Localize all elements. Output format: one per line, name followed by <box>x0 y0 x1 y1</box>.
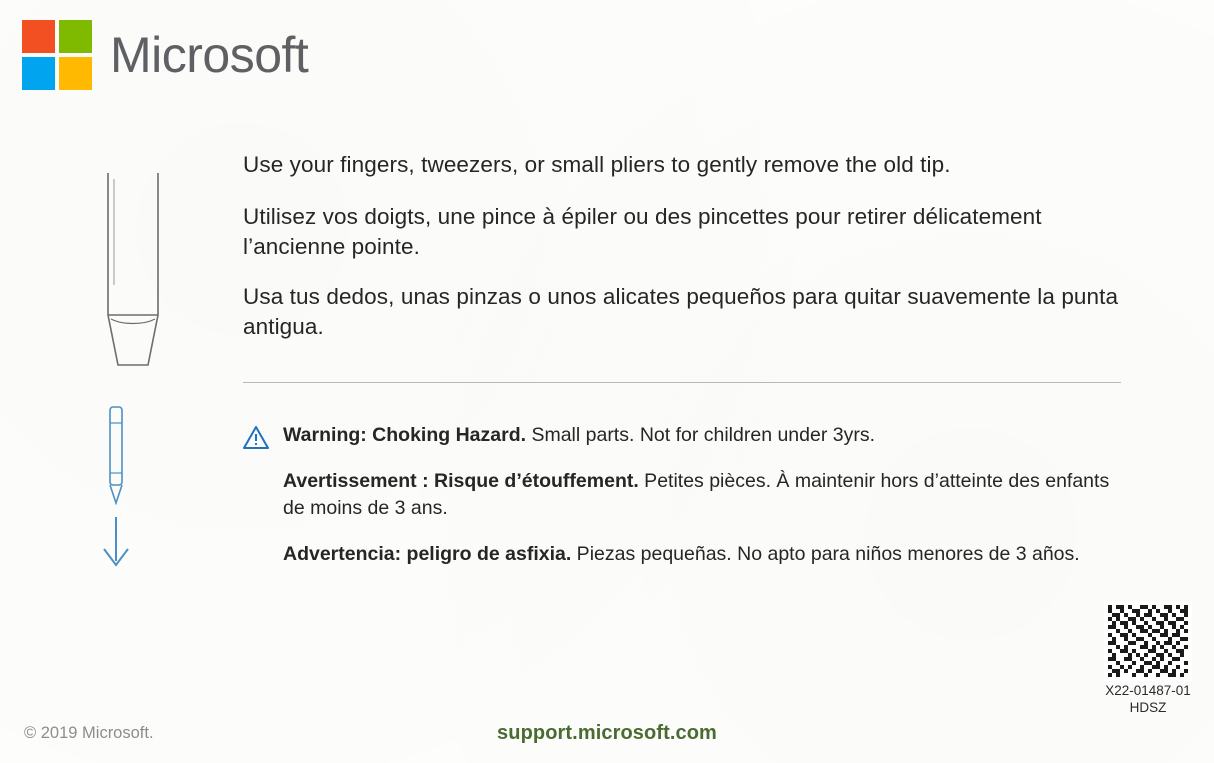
warning-english <box>283 422 1123 450</box>
section-divider <box>243 382 1121 383</box>
warning-french <box>283 468 1123 523</box>
warning-english-bold: Warning: Choking Hazard. <box>283 424 527 446</box>
support-url-text: support.microsoft.com <box>497 722 717 744</box>
illustration-column <box>96 165 206 595</box>
stylus-pen-icon <box>96 403 136 513</box>
instruction-french: Utilisez vos doigts, une pince à épiler ou des pincettes pour retirer délicatement l’ancienne pointe. <box>243 203 1042 259</box>
part-code: HDSZ <box>1129 700 1167 716</box>
logo-square-yellow <box>59 57 92 90</box>
logo-square-green <box>59 20 92 53</box>
warning-english-rest: Small parts. Not for children under 3yrs. <box>526 424 876 446</box>
instructions-block <box>243 150 1123 362</box>
warning-spanish-bold: Advertencia: peligro de asfixia. <box>283 543 572 566</box>
warning-block <box>243 422 1123 569</box>
pen-tip-outline-icon <box>96 165 186 395</box>
copyright-text: © 2019 Microsoft. <box>24 724 154 742</box>
logo-square-blue <box>22 57 55 90</box>
warning-spanish <box>283 541 1123 569</box>
microsoft-logo-squares-icon <box>22 20 92 90</box>
instruction-spanish: Usa tus dedos, unas pinzas o unos alicates pequeños para quitar suavemente la punta antigua. <box>243 283 1119 339</box>
warning-french-bold: Avertissement : Risque d’étouffement. <box>283 469 639 492</box>
warning-french-rest: Petites pièces. À maintenir hors d’atteinte des enfants de moins de 3 ans. <box>283 469 1110 520</box>
warning-spanish-rest: Piezas pequeñas. No apto para niños menores de 3 años. <box>571 543 1080 566</box>
qr-block <box>1104 601 1192 717</box>
microsoft-logo <box>22 20 308 90</box>
arrow-down-icon <box>96 513 136 573</box>
brand-name: Microsoft <box>110 27 309 83</box>
support-url-link[interactable] <box>0 722 1214 745</box>
qr-code-icon <box>1104 601 1192 681</box>
instruction-english: Use your fingers, tweezers, or small pliers to gently remove the old tip. <box>243 152 951 177</box>
logo-square-red <box>22 20 55 53</box>
part-number: X22-01487-01 <box>1105 683 1191 699</box>
warning-triangle-icon <box>243 425 269 451</box>
